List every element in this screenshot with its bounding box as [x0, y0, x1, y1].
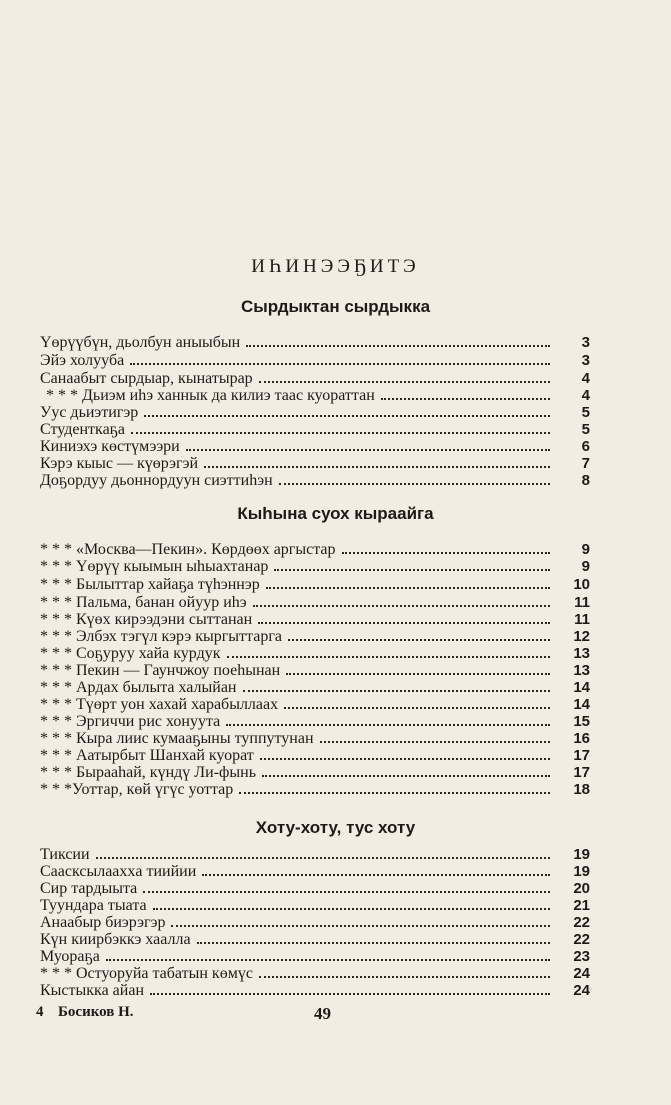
entry-page: 9	[581, 558, 590, 575]
entry-title: * * * Эргиччи рис хонуута	[40, 713, 221, 730]
dot-leader	[150, 982, 550, 995]
entry-page: 11	[574, 611, 590, 628]
dot-leader	[130, 352, 550, 365]
entry-title: * * * Пальма, банан ойуур иһэ	[40, 594, 247, 611]
toc-entry[interactable]	[40, 421, 590, 439]
dot-leader	[143, 880, 550, 893]
dot-leader	[320, 730, 550, 743]
toc-entry[interactable]	[46, 387, 590, 405]
toc-entry[interactable]	[40, 846, 590, 864]
dot-leader	[239, 781, 550, 794]
entry-title: * * * Пекин — Гаунчжоу поеһынан	[40, 662, 281, 679]
entry-page: 24	[573, 965, 590, 982]
dot-leader	[246, 334, 550, 347]
entry-page: 3	[581, 334, 590, 351]
entry-page: 8	[581, 472, 590, 489]
entry-title: * * * Аатырбыт Шанхай куорат	[40, 747, 254, 764]
section-heading: Хоту-хоту, тус хоту	[255, 818, 416, 837]
entry-title: Кэрэ кыыс — күөрэгэй	[40, 455, 198, 472]
dot-leader	[266, 576, 550, 589]
dot-leader	[171, 914, 550, 927]
entry-title: Кыстыкка айан	[40, 982, 144, 999]
entry-title: Үөрүүбүн, дьолбун аныыбын	[40, 334, 241, 351]
toc-entry[interactable]	[40, 713, 590, 731]
entry-page: 16	[573, 730, 590, 747]
page-title: ИҺИНЭЭҔИТЭ	[251, 256, 420, 277]
dot-leader	[106, 948, 550, 961]
entry-page: 4	[581, 387, 590, 404]
toc-entry[interactable]	[40, 611, 590, 629]
entry-title: Тиксии	[40, 846, 90, 863]
dot-leader	[202, 863, 550, 876]
toc-entry[interactable]	[40, 472, 590, 490]
entry-page: 20	[573, 880, 590, 897]
toc-entry[interactable]	[40, 679, 590, 697]
toc-entry[interactable]	[40, 334, 590, 352]
dot-leader	[186, 438, 550, 451]
dot-leader	[96, 846, 550, 859]
toc-entry[interactable]	[40, 880, 590, 898]
dot-leader	[288, 628, 550, 641]
dot-leader	[258, 611, 550, 624]
entry-title: * * * Ардах былыта халыйан	[40, 679, 237, 696]
dot-leader	[197, 931, 550, 944]
dot-leader	[144, 404, 550, 417]
entry-page: 17	[573, 764, 590, 781]
entry-title: Санаабыт сырдыар, кынатырар	[40, 370, 253, 387]
dot-leader	[153, 897, 550, 910]
toc-entry[interactable]	[40, 628, 590, 646]
toc-entry[interactable]	[40, 747, 590, 765]
dot-leader	[342, 541, 550, 554]
toc-entry[interactable]	[40, 781, 590, 799]
entry-page: 19	[573, 863, 590, 880]
toc-entry[interactable]	[40, 764, 590, 782]
entry-page: 7	[581, 455, 590, 472]
entry-title: * * * «Москва—Пекин». Көрдөөх аргыстар	[40, 541, 336, 558]
entry-title: Туундара тыата	[40, 897, 147, 914]
entry-page: 10	[573, 576, 590, 593]
toc-entry[interactable]	[40, 594, 590, 612]
entry-page: 3	[581, 352, 590, 369]
dot-leader	[253, 594, 550, 607]
entry-page: 18	[573, 781, 590, 798]
toc-entry[interactable]	[40, 696, 590, 714]
entry-page: 9	[581, 541, 590, 558]
entry-page: 6	[581, 438, 590, 455]
entry-page: 12	[573, 628, 590, 645]
toc-entry[interactable]	[40, 455, 590, 473]
toc-entry[interactable]	[40, 558, 590, 576]
toc-entry[interactable]	[40, 897, 590, 915]
entry-title: * * * Бырааһай, күндү Ли-фынь	[40, 764, 256, 781]
toc-entry[interactable]	[40, 541, 590, 559]
dot-leader	[226, 713, 550, 726]
toc-entry[interactable]	[40, 645, 590, 663]
dot-leader	[259, 370, 550, 383]
entry-title: * * * Былыттар хайаҕа түһэннэр	[40, 576, 260, 593]
entry-title: * * * Түөрт уон хахай харабыллаах	[40, 696, 279, 713]
entry-title: Саасксылааххa тиийии	[40, 863, 197, 880]
entry-title: * * * Соҕуруу хайа курдук	[40, 645, 221, 662]
entry-page: 24	[573, 982, 590, 999]
dot-leader	[227, 645, 550, 658]
toc-entry[interactable]	[40, 982, 590, 1000]
toc-entry[interactable]	[40, 662, 590, 680]
entry-title: Муораҕа	[40, 948, 100, 965]
toc-entry[interactable]	[40, 370, 590, 388]
entry-page: 4	[581, 370, 590, 387]
entry-page: 23	[573, 948, 590, 965]
dot-leader	[286, 662, 550, 675]
dot-leader	[381, 387, 550, 400]
toc-entry[interactable]	[40, 438, 590, 456]
dot-leader	[274, 558, 550, 571]
toc-entry[interactable]	[40, 914, 590, 932]
entry-title: * * * Үөрүү кыымын ыһыахтанар	[40, 558, 269, 575]
entry-page: 11	[574, 594, 590, 611]
entry-title: Эйэ холууба	[40, 352, 125, 369]
entry-page: 5	[581, 421, 590, 438]
toc-entry[interactable]	[40, 931, 590, 949]
entry-page: 22	[573, 914, 590, 931]
entry-page: 13	[573, 645, 590, 662]
entry-title: * * * Кыра лиис кумааҕыны туппутунан	[40, 730, 314, 747]
toc-entry[interactable]	[40, 863, 590, 881]
entry-page: 5	[581, 404, 590, 421]
entry-title: Уус дьиэтигэр	[40, 404, 139, 421]
entry-page: 17	[573, 747, 590, 764]
entry-title: Күн киирбэккэ хаалла	[40, 931, 191, 948]
toc-entry[interactable]	[40, 948, 590, 966]
toc-entry[interactable]	[40, 352, 590, 370]
entry-page: 14	[573, 696, 590, 713]
entry-title: Анаабыр биэрэгэр	[40, 914, 166, 931]
section-heading: Кыһына суох кыраайга	[237, 504, 434, 523]
entry-title: * * * Элбэх тэгүл кэрэ кыргыттарга	[40, 628, 282, 645]
entry-page: 19	[573, 846, 590, 863]
entry-title: Киниэхэ көстүмээри	[40, 438, 180, 455]
entry-title: Доҕордуу дьоннордуун сиэттиһэн	[40, 472, 273, 489]
page-number: 49	[314, 1004, 331, 1023]
dot-leader	[243, 679, 551, 692]
entry-page: 14	[573, 679, 590, 696]
dot-leader	[204, 455, 550, 468]
toc-entry[interactable]	[40, 404, 590, 422]
dot-leader	[284, 696, 550, 709]
signature-mark: 4	[36, 1004, 44, 1020]
author-name: Босиков Н.	[58, 1004, 134, 1020]
toc-entry[interactable]	[40, 965, 590, 983]
entry-title: * * * Дьиэм иһэ ханнык да килиэ таас куораттан	[46, 387, 375, 404]
entry-page: 22	[573, 931, 590, 948]
entry-page: 13	[573, 662, 590, 679]
toc-entry[interactable]	[40, 730, 590, 748]
entry-title: Сир тардыыта	[40, 880, 138, 897]
entry-page: 15	[573, 713, 590, 730]
dot-leader	[262, 764, 550, 777]
dot-leader	[279, 472, 550, 485]
toc-entry[interactable]	[40, 576, 590, 594]
dot-leader	[131, 421, 550, 434]
entry-title: * * * Остуоруйа табатын көмүс	[40, 965, 253, 982]
dot-leader	[260, 747, 550, 760]
entry-page: 21	[573, 897, 590, 914]
entry-title: * * *Уоттар, көй үгүс уоттар	[40, 781, 234, 798]
entry-title: * * * Күөх кирээдэни сыттанан	[40, 611, 253, 628]
dot-leader	[259, 965, 550, 978]
section-heading: Сырдыктан сырдыкка	[240, 297, 431, 316]
entry-title: Студенткаҕа	[40, 421, 126, 438]
